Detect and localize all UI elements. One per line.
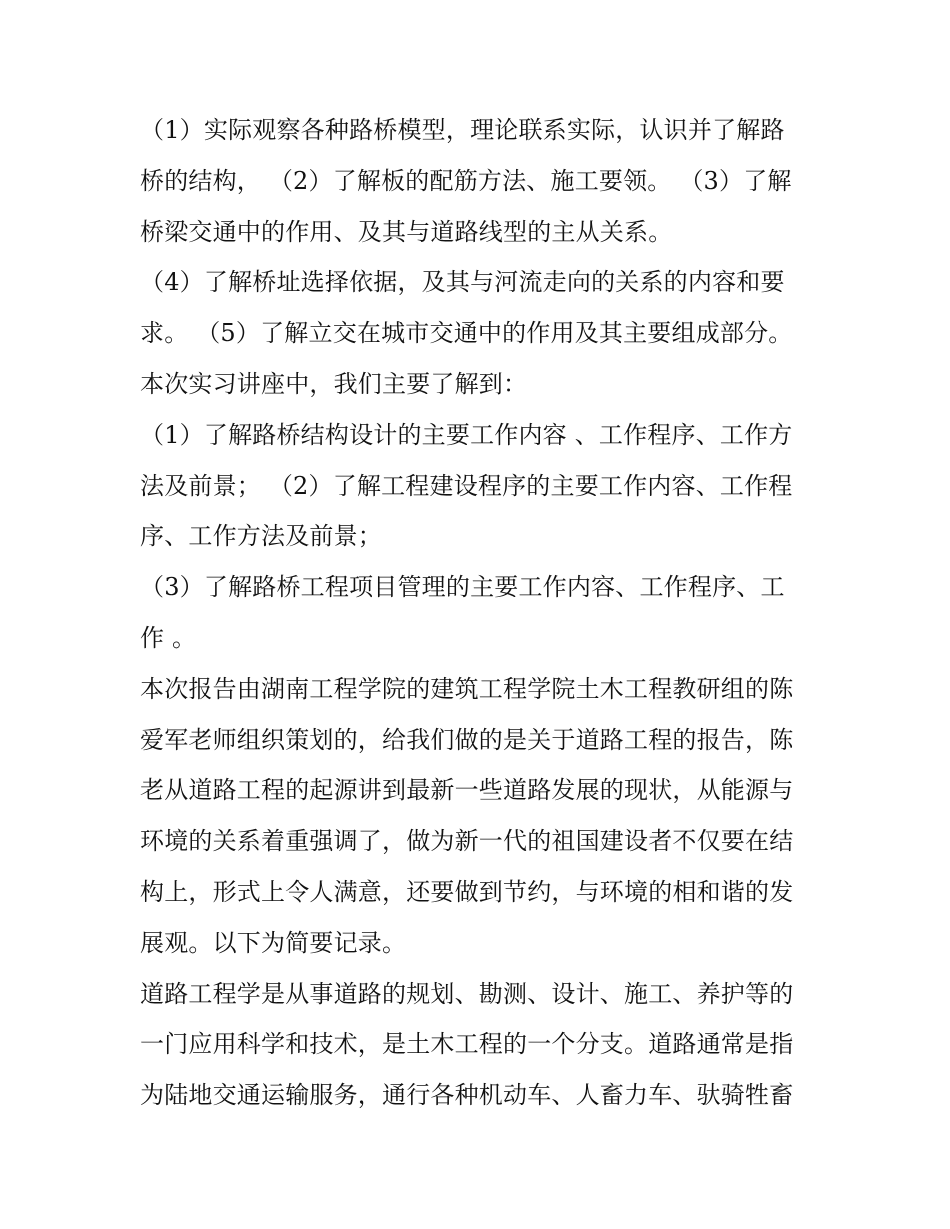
text-line: 环境的关系着重强调了，做为新一代的祖国建设者不仅要在结 [140, 827, 794, 856]
text-line: 展观。以下为简要记录。 [140, 928, 407, 957]
text-line: 法及前景； （2）了解工程建设程序的主要工作内容、工作程 [140, 471, 793, 500]
text-line: （1）实际观察各种路桥模型，理论联系实际，认识并了解路 [140, 116, 785, 144]
text-line: 序、工作方法及前景； [140, 522, 382, 551]
text-line: 老从道路工程的起源讲到最新一些道路发展的现状，从能源与 [140, 776, 794, 805]
text-line: 本次实习讲座中，我们主要了解到： [140, 369, 528, 398]
text-line: 为陆地交通运输服务，通行各种机动车、人畜力车、驮骑牲畜 [140, 1081, 794, 1110]
document-body [140, 105, 820, 1121]
text-line: （4）了解桥址选择依据，及其与河流走向的关系的内容和要 [140, 268, 785, 297]
text-line: 一门应用科学和技术，是土木工程的一个分支。道路通常是指 [140, 1030, 794, 1059]
text-line: 桥梁交通中的作用、及其与道路线型的主从关系。 [140, 217, 673, 246]
text-line: 桥的结构， （2）了解板的配筋方法、施工要领。 （3）了解 [140, 166, 792, 195]
text-line: 作 。 [140, 623, 197, 652]
text-line: （3）了解路桥工程项目管理的主要工作内容、工作程序、工 [140, 573, 785, 602]
text-line: 本次报告由湖南工程学院的建筑工程学院土木工程教研组的陈 [140, 674, 794, 703]
text-line: 求。 （5）了解立交在城市交通中的作用及其主要组成部分。 [140, 319, 793, 348]
text-line: 构上，形式上令人满意，还要做到节约，与环境的相和谐的发 [140, 877, 794, 906]
text-line: 道路工程学是从事道路的规划、勘测、设计、施工、养护等的 [140, 979, 794, 1008]
text-line: 爱军老师组织策划的，给我们做的是关于道路工程的报告，陈 [140, 725, 794, 754]
text-line: （1）了解路桥结构设计的主要工作内容 、工作程序、工作方 [140, 420, 793, 449]
